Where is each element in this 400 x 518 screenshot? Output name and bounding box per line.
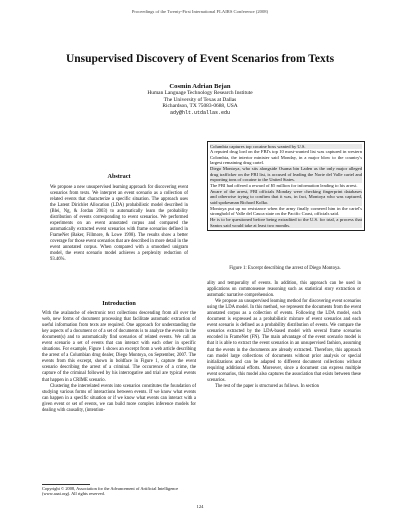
intro-paragraph: With the avalanche of electronic text collections descending from all over the web, new forms of document processing that facilitate automatic extraction of useful information from texts are required. One approach for understanding the key aspects of a document or of a set of documents is to analyze the events in the document(s) and to automatically find scenarios of related events. We call an event scenario a set of events that can interact with each other in specific situations. For example, Figure 1 shows an excerpt from a web article describing the arrest of a Columbian drug dealer, Diego Montoya, on September, 2007. The events from this excerpt, shown in boldface in Figure 1, capture the event scenario describing the arrest of a criminal. The occurrence of a crime, the capture of the criminal followed by his interrogative and trial are typical events that happen in a CRIME scenario. xyxy=(42,311,196,383)
figure-line: Aware of the arrest, FBI officials Monday were checking fingerprint databases and otherwise trying to confirm that it was, in fact, Montoya who was captured, said spokesman Richard Kolko. xyxy=(210,188,362,206)
figure-line: He is to be questioned before being extradited to the U.S. for trial, a process that Santos said would take at least two months. xyxy=(210,217,362,228)
abstract-text: We propose a new unsupervised learning approach for discovering event scenarios from texts. We interpret an event scenario as a collection of related events that characterize a specific situation. The approach uses the Latent Dirichlet Allocation (LDA) probabilistic model described in (Blei, Ng, & Jordan 2003) to automatically learn the probability distribution of events corresponding to event scenarios. We performed experiments on an event annotated corpus and compared the automatically extracted event scenarios with frame scenarios defined in FrameNet (Baker, Fillmore, & Lowe 1998). The results show a better coverage for those event scenarios that are described in more detail in the event annotated corpus. When compared with a smoothed unigram model, the event scenario model achieves a perplexity reduction of 93.46%. xyxy=(50,185,188,262)
introduction-heading: Introduction xyxy=(102,300,136,307)
abstract-heading: Abstract xyxy=(107,173,131,180)
figure-caption: Figure 1: Excerpt describing the arrest of Diego Montoya. xyxy=(229,266,341,271)
right-column-body xyxy=(207,281,361,390)
paper-title: Unsupervised Discovery of Event Scenarios from Texts xyxy=(65,53,335,65)
figure-line: The FBI had offered a reward of $5 million for information leading to his arrest. xyxy=(210,183,358,189)
figure-line: Diego Montoya, who sits alongside Osama bin Laden as the only major alleged drug trafficker on the FBI list, is accused of leading the Norte del Valle cartel and exporting tons of cocaine to the United States. xyxy=(210,166,362,183)
body-paragraph: The rest of the paper is structured as follows. In section xyxy=(215,383,320,389)
author-affiliation: Human Language Technology Research Institute xyxy=(147,90,253,97)
figure-line: Montoya put up no resistance when the army finally cornered him in the cartel's stronghold of Valle del Cauca state on the Pacific Coast, officials said. xyxy=(210,205,362,217)
copyright-footnote: Copyright © 2008, Association for the Advancement of Artificial Intelligence (www.aaai.org). All rights reserved. xyxy=(42,486,179,497)
author-university: The University of Texas at Dallas xyxy=(163,96,237,103)
introduction-body xyxy=(42,311,196,414)
figure-line: Columbia captures top cocaine boss wanted by U.S. xyxy=(210,144,362,150)
author-block xyxy=(0,84,400,116)
body-paragraph: ality and temporality of events. In addition, this approach can be used in applications on commonsense reasoning such as statistical story extraction or automatic narrative comprehension. xyxy=(207,281,361,299)
figure-line: A reputed drug lord on the FBI's top 10 most-wanted list was captured in western Colombia, the interior minister said Monday, in a major blow to the country's largest remaining drug cartel. xyxy=(210,149,362,166)
page-number: 124 xyxy=(196,504,204,509)
figure-1-box xyxy=(207,141,365,231)
body-paragraph: We propose an unsupervised learning method for discovering event scenarios using the LDA model. In this method, we represent the documents from the event annotated corpus as a collection of events. Following the LDA model, each document is expressed as a probabilistic mixture of event scenarios and each event scenario is defined as a probability distribution of events. We compare the scenarios extracted by the LDA-based model with several frame scenarios encoded in FrameNet (FN). The main advantage of the event scenario model is that it is able to extract the event scenarios in an unsupervised fashion, assuming that the events in the documents are already extracted. Therefore, this approach can model large collections of documents without prior analysis or special initializations and can be adapted to different document collections without requiring additional efforts. Moreover, since a document can express multiple event scenarios, this model also captures the association that exists between these scenarios. xyxy=(207,299,361,383)
intro-paragraph: Clustering the interrelated events into scenarios constitutes the foundation of studying various forms of interactions between events. If we know what events can happen in a specific situation or if we know what events can interact with a given event or set of events, we can build more complex inference models for dealing with causality, (intention- xyxy=(42,383,196,413)
proceedings-header: Proceedings of the Twenty-First International FLAIRS Conference (2008) xyxy=(131,9,269,14)
author-name: Cosmin Adrian Bejan xyxy=(169,83,231,90)
author-email: ady@hlt.utdallas.edu xyxy=(169,109,230,116)
footnote-rule xyxy=(42,484,90,485)
author-address: Richardson, TX 75083-0688, USA xyxy=(162,103,238,110)
